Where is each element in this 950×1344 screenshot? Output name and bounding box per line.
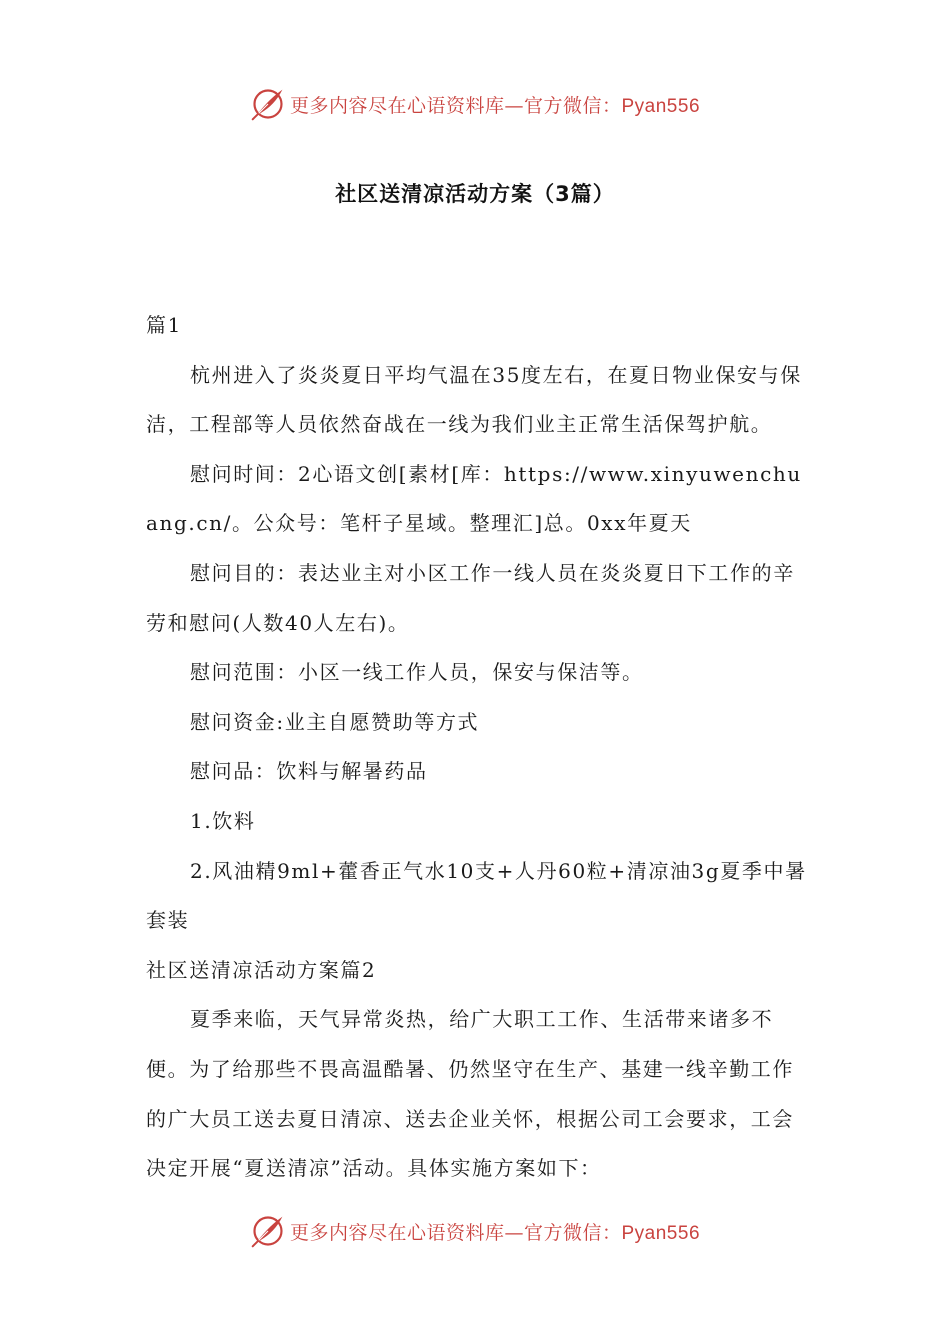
header-banner-text (290, 91, 700, 118)
header-wechat-id: Pyan556 (621, 95, 701, 117)
list-item-drinks: 1.饮料 (190, 808, 256, 833)
quill-pen-logo-icon (250, 1213, 286, 1249)
section-heading-1: 篇1 (146, 313, 182, 337)
list-item-kit: 2.风油精9ml+藿香正气水10支+人丹60粒+清凉油3g夏季中暑套装 (146, 858, 807, 933)
document-body (146, 301, 808, 1194)
header-banner (0, 84, 950, 124)
paragraph-funding: 慰问资金:业主自愿赞助等方式 (190, 709, 480, 734)
footer-wechat-id: Pyan556 (621, 1222, 701, 1244)
header-banner-label: 更多内容尽在心语资料库—官方微信： (289, 94, 622, 117)
quill-pen-logo-icon (250, 86, 286, 122)
footer-banner-text (290, 1218, 700, 1245)
paragraph-gifts: 慰问品：饮料与解暑药品 (190, 759, 428, 784)
paragraph-purpose: 慰问目的：表达业主对小区工作一线人员在炎炎夏日下工作的辛劳和慰问(人数40人左右)。 (146, 560, 795, 635)
section-heading-2: 社区送清凉活动方案篇2 (146, 957, 377, 982)
paragraph-intro: 杭州进入了炎炎夏日平均气温在35度左右，在夏日物业保安与保洁，工程部等人员依然奋战在一线为我们业主正常生活保驾护航。 (146, 362, 802, 437)
paragraph-time: 慰问时间：2心语文创[素材[库：https://www.xinyuwenchuang.cn/。公众号：笔杆子星域。整理汇]总。0xx年夏天 (146, 461, 802, 536)
document-title: 社区送清凉活动方案（3篇） (335, 182, 615, 206)
paragraph-section2-intro: 夏季来临，天气异常炎热，给广大职工工作、生活带来诸多不便。为了给那些不畏高温酷暑、仍然坚守在生产、基建一线辛勤工作的广大员工送去夏日清凉、送去企业关怀，根据公司工会要求，工会决定开展“夏送清凉”活动。具体实施方案如下： (146, 1007, 794, 1181)
footer-banner (0, 1211, 950, 1251)
footer-banner-label: 更多内容尽在心语资料库—官方微信： (289, 1221, 622, 1244)
paragraph-scope: 慰问范围：小区一线工作人员，保安与保洁等。 (190, 660, 644, 685)
